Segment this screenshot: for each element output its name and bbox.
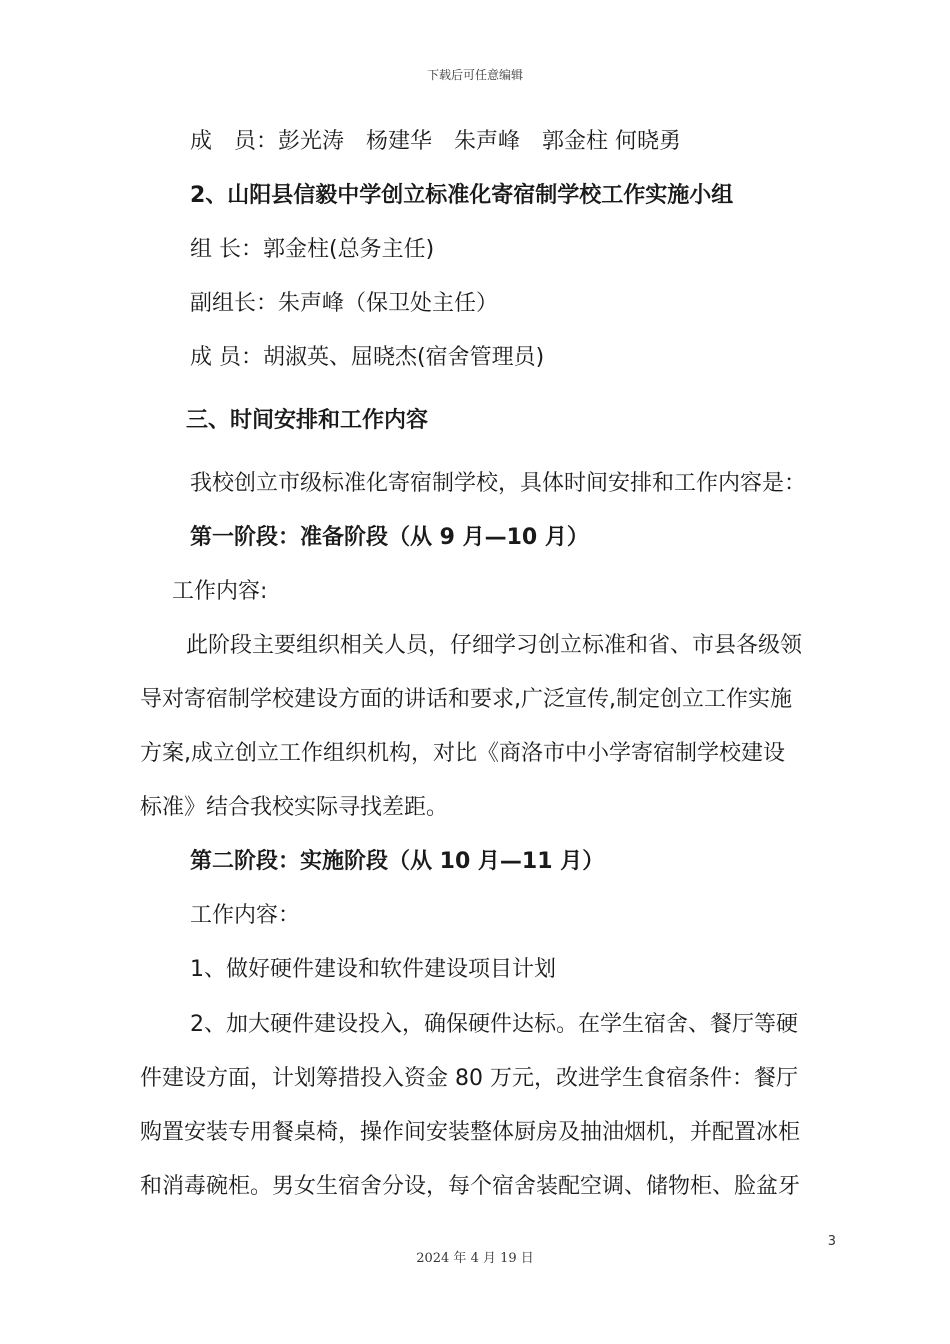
- phase-two-item-2-line-3: 购置安装专用餐桌椅，操作间安装整体厨房及抽油烟机，并配置冰柜: [140, 1120, 801, 1145]
- phase-one-paragraph-line-2: 导对寄宿制学校建设方面的讲话和要求,广泛宣传,制定创立工作实施: [140, 687, 792, 712]
- phase-two-item-1: 1、做好硬件建设和软件建设项目计划: [190, 957, 556, 982]
- phase-one-paragraph-line-3: 方案,成立创立工作组织机构，对比《商洛市中小学寄宿制学校建设: [140, 741, 785, 766]
- page-footer-date: 2024 年 4 月 19 日: [416, 1251, 534, 1266]
- group-members-line: 成 员：胡淑英、屈晓杰(宿舍管理员): [190, 345, 545, 370]
- members-line: 成 员：彭光涛 杨建华 朱声峰 郭金柱 何晓勇: [190, 129, 681, 154]
- phase-one-paragraph-line-1: 此阶段主要组织相关人员，仔细学习创立标准和省、市县各级领: [186, 633, 803, 658]
- phase-one-heading: 第一阶段：准备阶段（从 9 月—10 月）: [190, 525, 589, 550]
- page-number: 3: [827, 1234, 836, 1249]
- phase-one-work-label: 工作内容:: [172, 579, 268, 604]
- phase-two-work-label: 工作内容：: [190, 903, 301, 928]
- phase-two-item-2-line-1: 2、加大硬件建设投入，确保硬件达标。在学生宿舍、餐厅等硬: [190, 1012, 798, 1037]
- group-leader-line: 组 长：郭金柱(总务主任): [190, 237, 435, 262]
- phase-two-item-2-line-2: 件建设方面，计划筹措投入资金 80 万元，改进学生食宿条件：餐厅: [140, 1066, 798, 1091]
- phase-two-item-2-line-4: 和消毒碗柜。男女生宿舍分设，每个宿舍装配空调、储物柜、脸盆牙: [140, 1174, 801, 1199]
- phase-two-heading: 第二阶段：实施阶段（从 10 月—11 月）: [190, 849, 605, 874]
- section-heading-schedule: 三、时间安排和工作内容: [186, 408, 429, 433]
- phase-one-paragraph-line-4: 标准》结合我校实际寻找差距。: [140, 795, 449, 820]
- section-heading-implementation-group: 2、山阳县信毅中学创立标准化寄宿制学校工作实施小组: [190, 183, 734, 208]
- deputy-leader-line: 副组长：朱声峰（保卫处主任）: [190, 291, 499, 316]
- page-header-note: 下载后可任意编辑: [426, 68, 523, 82]
- schedule-intro: 我校创立市级标准化寄宿制学校，具体时间安排和工作内容是：: [190, 471, 807, 496]
